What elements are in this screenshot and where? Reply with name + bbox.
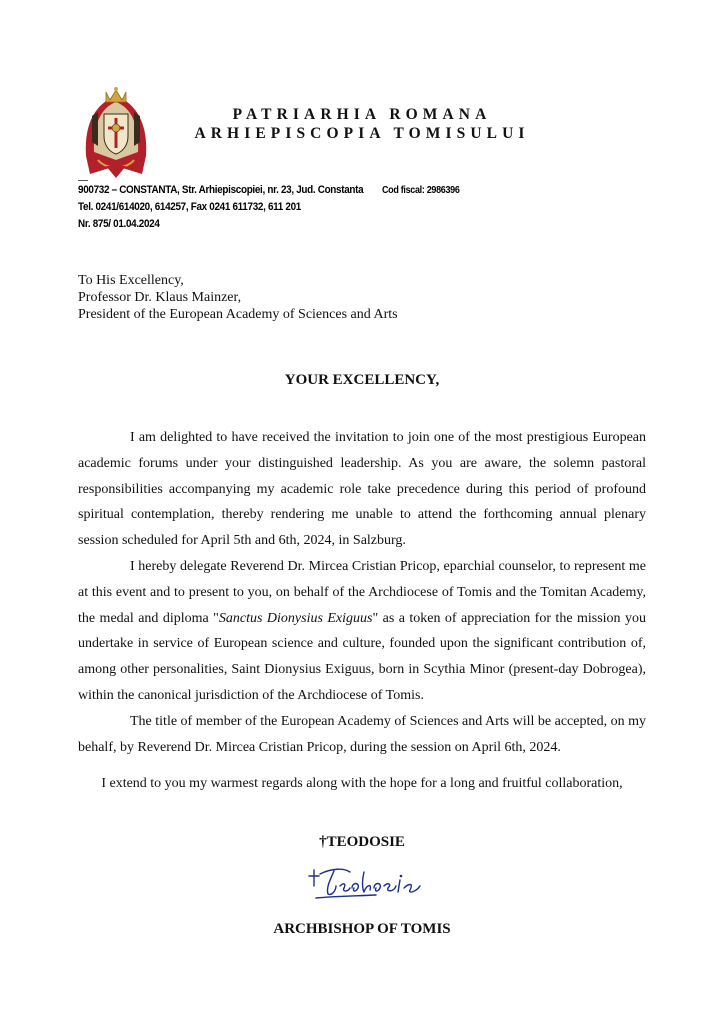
body-paragraph (78, 554, 646, 709)
addressee-line: President of the European Academy of Sciences and Arts (78, 307, 398, 322)
reference-number: Nr. 875/ 01.04.2024 (78, 218, 160, 230)
addressee-line: Professor Dr. Klaus Mainzer, (78, 290, 242, 305)
letter-body (78, 425, 646, 760)
addressee-line: To His Excellency, (78, 273, 184, 288)
fiscal-code: Cod fiscal: 2986396 (381, 185, 460, 196)
org-name-patriarchate: PATRIARHIA ROMANA (232, 106, 492, 123)
body-paragraph: The title of member of the European Academy of Sciences and Arts will be accepted, on my behalf, by Reverend Dr. Mircea Cristian Pricop, during the session on April 6th, 2024. (78, 713, 646, 755)
archdiocese-crest-icon (76, 86, 156, 182)
signatory-name: †TEODOSIE (319, 834, 405, 850)
signatory-title: ARCHBISHOP OF TOMIS (273, 921, 451, 937)
postal-address: 900732 – CONSTANTA, Str. Arhiepiscopiei, nr. 23, Jud. Constanta (78, 184, 364, 196)
address-line (78, 184, 460, 196)
paragraph-text: I hereby delegate Reverend Dr. Mircea Cristian Pricop, eparchial counselor, to represent me at this event and to present to you, on behalf of the Archdiocese of Tomis and the Tomitan Academy, the medal and diploma " (78, 558, 646, 626)
paragraph-text: " as a token of appreciation for the mission you undertake in service of European science and culture, founded upon the significant contribution of, among other personalities, Saint Dionysius Exiguus, born in Scythia Minor (present-day Dobrogea), within the canonical jurisdiction of the Archdiocese of Tomis. (78, 610, 646, 703)
phone-line: Tel. 0241/614020, 614257, Fax 0241 611732, 611 201 (78, 201, 301, 213)
handwritten-signature (306, 862, 426, 902)
addressee-block (78, 272, 398, 323)
body-paragraph: I am delighted to have received the invitation to join one of the most prestigious European academic forums under your distinguished leadership. As you are aware, the solemn pastoral responsibilities accompanying my academic role take precedence during this period of profound spiritual contemplation, thereby rendering me unable to attend the forthcoming annual plenary session scheduled for April 5th and 6th, 2024, in Salzburg. (78, 430, 646, 549)
org-name-archdiocese: ARHIEPISCOPIA TOMISULUI (194, 125, 530, 142)
closing-line: I extend to you my warmest regards along with the hope for a long and fruitful collaboration, (101, 776, 623, 791)
salutation: YOUR EXCELLENCY, (284, 372, 440, 388)
header-divider (78, 180, 88, 181)
award-name: Sanctus Dionysius Exiguus (218, 610, 373, 626)
